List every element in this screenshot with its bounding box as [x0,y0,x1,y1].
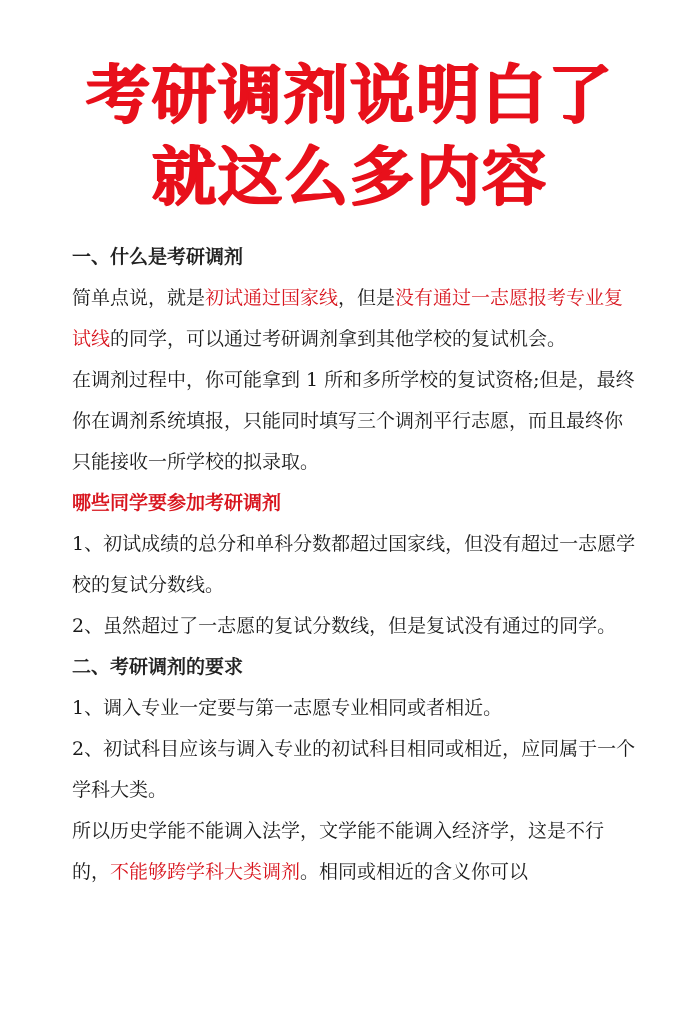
definition-text-3: 的同学，可以通过考研调剂拿到其他学校的复试机会。 [110,328,567,350]
definition-text-1: 简单点说，就是 [72,287,206,309]
cross-text-2: 。相同或相近的含义你可以 [300,861,529,883]
definition-text-2: ，但是 [338,287,396,309]
page-title-line-2: 就这么多内容 [152,141,548,215]
section-heading-what-is: 一、什么是考研调剂 [72,246,244,268]
list-item-requirement-1: 1、调入专业一定要与第一志愿专业相同或者相近。 [72,697,503,719]
paragraph-definition [72,278,640,360]
highlight-not-passed-retest-line: 没有通过一志愿报考专业复试线 [72,287,624,350]
highlight-passed-national-line: 初试通过国家线 [205,287,339,309]
page-title-line-1: 考研调剂说明白了 [86,59,614,133]
list-item-who-2: 2、虽然超过了一志愿的复试分数线，但是复试没有通过的同学。 [72,615,617,637]
paragraph-process: 在调剂过程中，你可能拿到 1 所和多所学校的复试资格;但是，最终你在调剂系统填报，只能同时填写三个调剂平行志愿，而且最终你只能接收一所学校的拟录取。 [72,369,635,473]
section-heading-requirements: 二、考研调剂的要求 [72,656,244,678]
list-item-who-1: 1、初试成绩的总分和单科分数都超过国家线，但没有超过一志愿学校的复试分数线。 [72,533,636,596]
highlight-no-cross-discipline: 不能够跨学科大类调剂 [110,861,301,883]
section-heading-who: 哪些同学要参加考研调剂 [72,492,282,514]
cross-text-1: 所以历史学能不能调入法学，文学能不能调入经济学，这是不行的， [72,820,605,883]
article-body [72,237,640,893]
paragraph-cross-discipline [72,811,640,893]
list-item-requirement-2: 2、初试科目应该与调入专业的初试科目相同或相近，应同属于一个学科大类。 [72,738,636,801]
